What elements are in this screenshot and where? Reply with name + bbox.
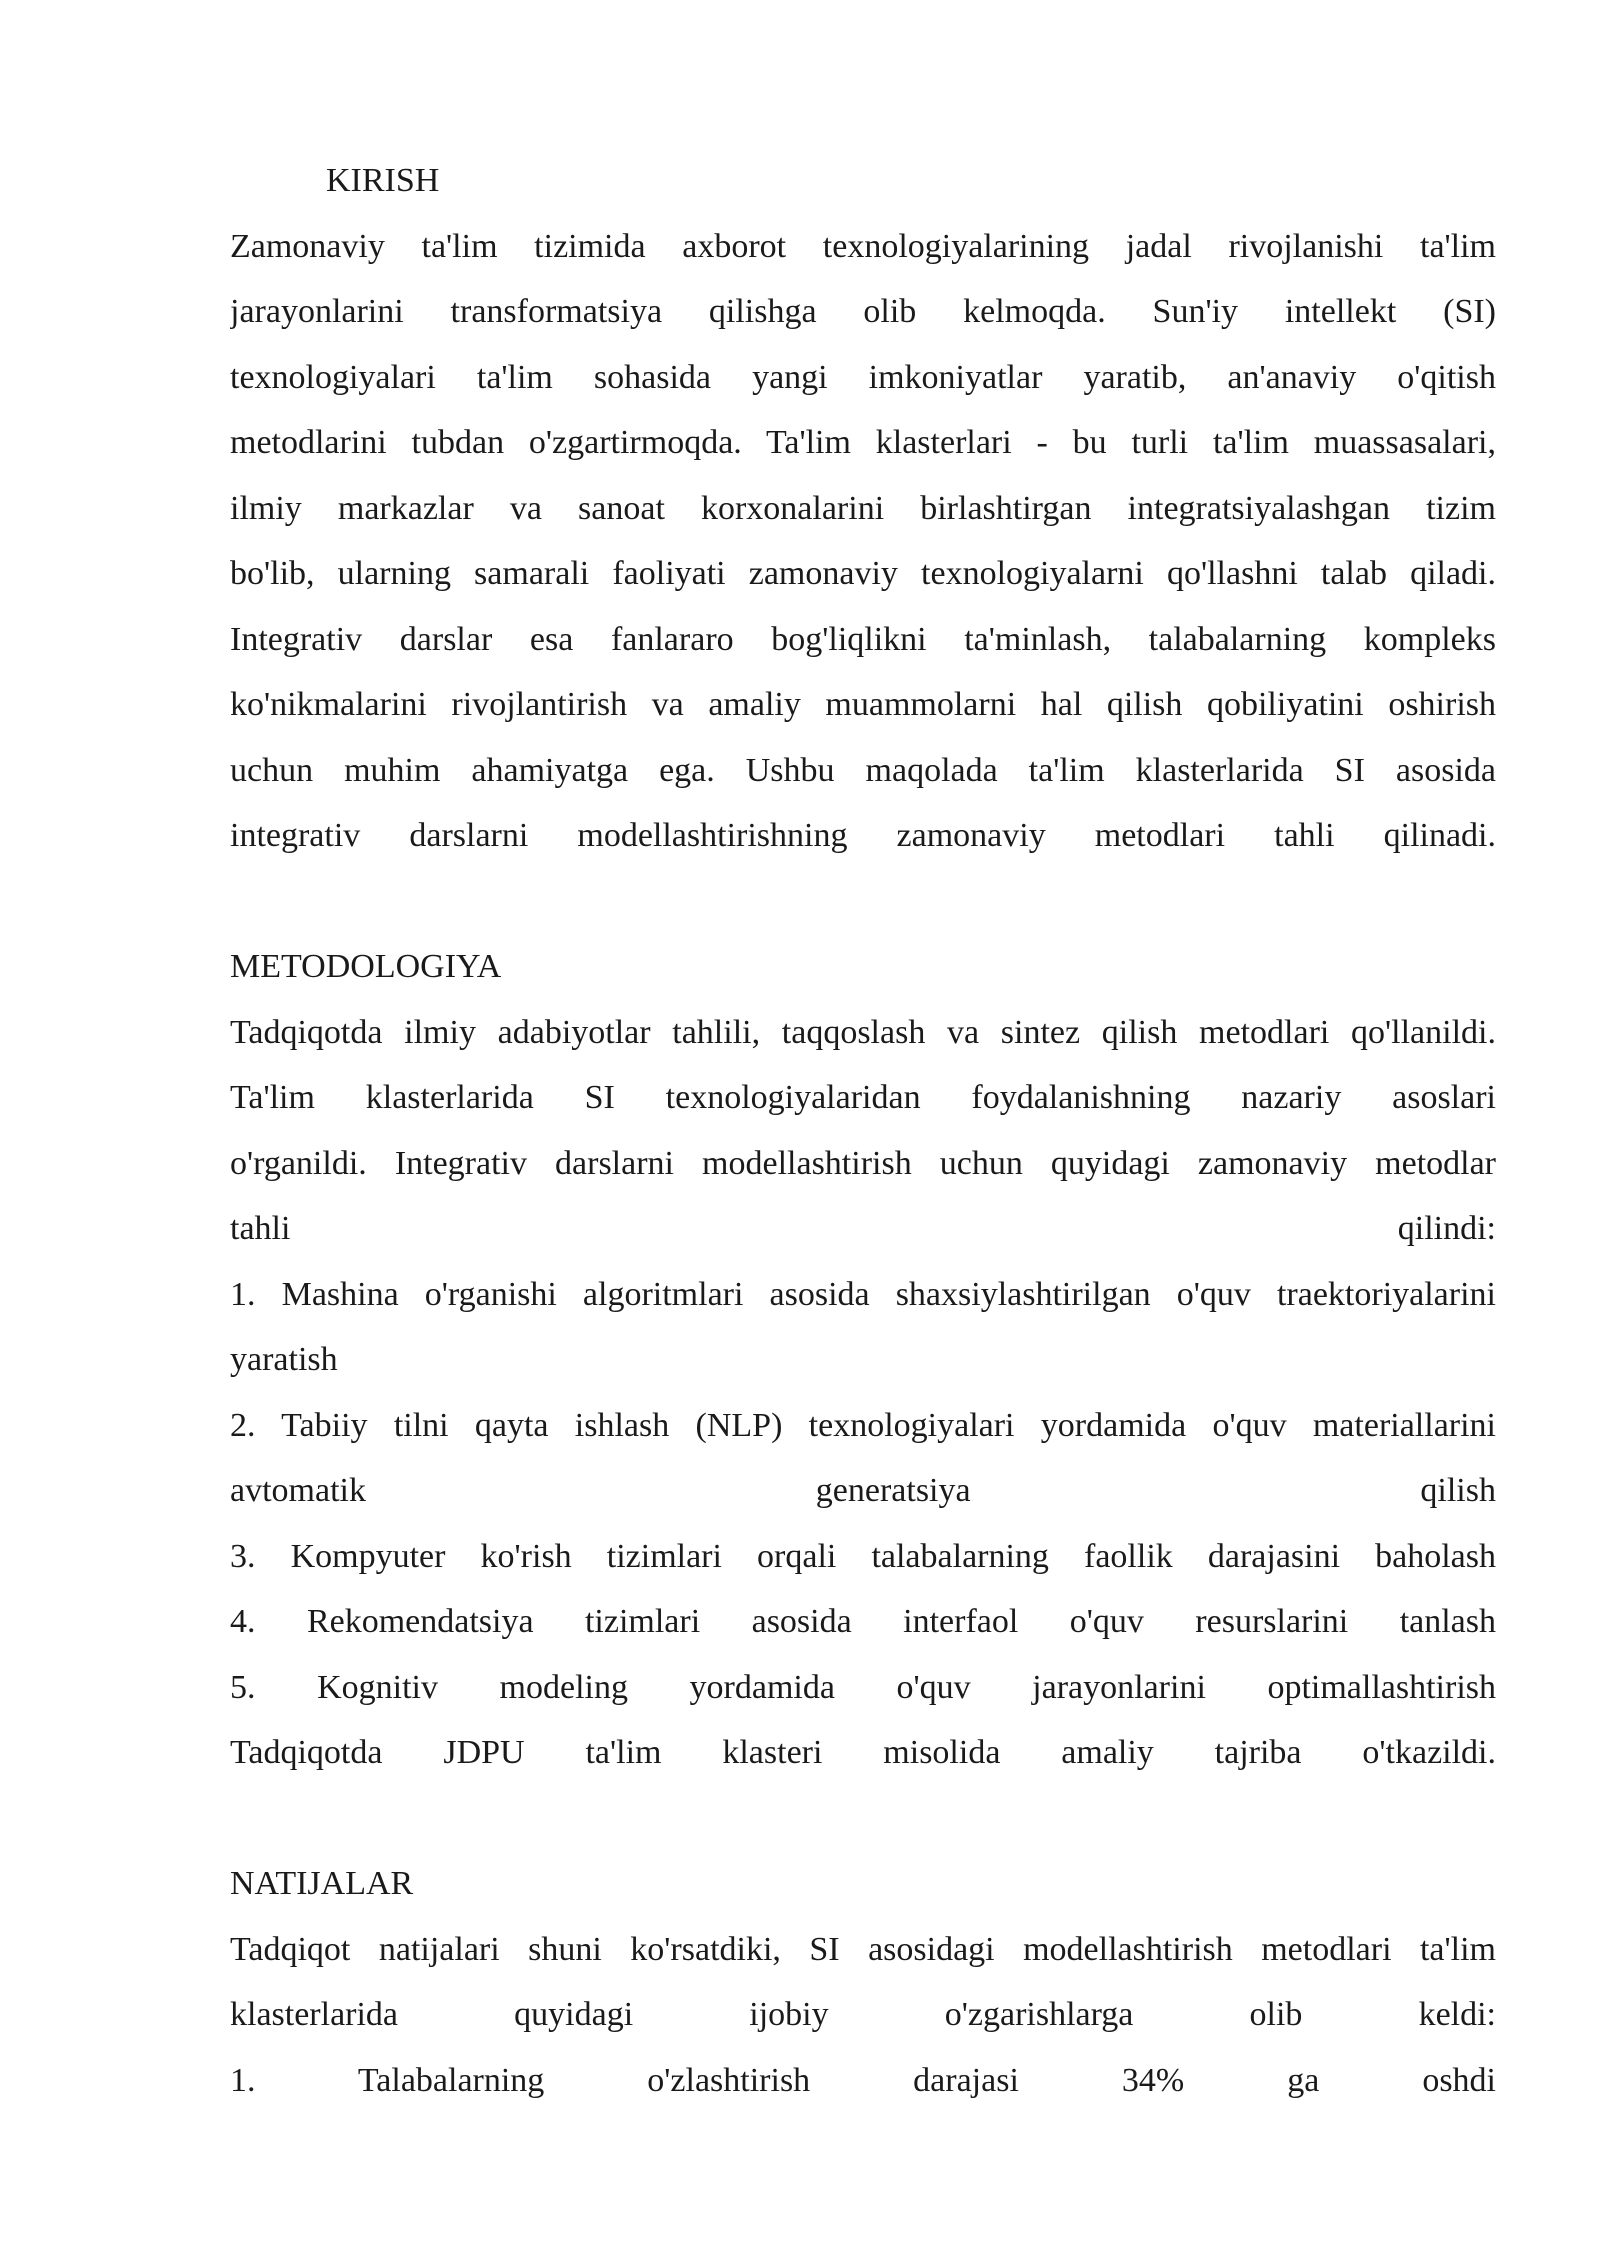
text-line: Ta'lim klasterlarida SI texnologiyalaridan foydalanishning nazariy asoslari bbox=[230, 1079, 1496, 1116]
intro-paragraph bbox=[230, 214, 1496, 869]
text-line: Tadqiqot natijalari shuni ko'rsatdiki, SI asosidagi modellashtirish metodlari ta'lim bbox=[230, 1930, 1496, 1968]
text-line: bo'lib, ularning samarali faoliyati zamonaviy texnologiyalarni qo'llashni talab qiladi. bbox=[230, 555, 1496, 592]
document-page bbox=[230, 148, 1496, 2113]
text-line: o'rganildi. Integrativ darslarni modellashtirish uchun quyidagi zamonaviy metodlar bbox=[230, 1144, 1496, 1182]
text-line: Integrativ darslar esa fanlararo bog'liqlikni ta'minlash, talabalarning kompleks bbox=[230, 620, 1496, 658]
text-line: metodlarini tubdan o'zgartirmoqda. Ta'lim klasterlari - bu turli ta'lim muassasalari, bbox=[230, 424, 1496, 461]
text-line: ilmiy markazlar va sanoat korxonalarini birlashtirgan integratsiyalashgan tizim bbox=[230, 489, 1496, 527]
list-item-line: 1. Mashina o'rganishi algoritmlari asosida shaxsiylashtirilgan o'quv traektoriyalarini bbox=[230, 1275, 1496, 1313]
text-line: integrativ darslarni modellashtirishning zamonaviy metodlari tahli qilinadi. bbox=[230, 817, 1496, 854]
list-item-line: 5. Kognitiv modeling yordamida o'quv jarayonlarini optimallashtirish bbox=[230, 1668, 1496, 1706]
text-line: uchun muhim ahamiyatga ega. Ushbu maqolada ta'lim klasterlarida SI asosida bbox=[230, 751, 1496, 789]
text-line: Tadqiqotda JDPU ta'lim klasteri misolida amaliy tajriba o'tkazildi. bbox=[230, 1734, 1496, 1771]
text-line: tahli qilindi: bbox=[230, 1210, 1496, 1247]
section-heading-intro: KIRISH bbox=[326, 162, 440, 199]
text-line: ko'nikmalarini rivojlantirish va amaliy muammolarni hal qilish qobiliyatini oshirish bbox=[230, 686, 1496, 723]
list-item-line: yaratish bbox=[230, 1341, 338, 1378]
text-line: klasterlarida quyidagi ijobiy o'zgarishlarga olib keldi: bbox=[230, 1996, 1496, 2033]
section-heading-methodology: METODOLOGIYA bbox=[230, 948, 502, 985]
blank-line bbox=[230, 869, 1496, 935]
list-item-line: 2. Tabiiy tilni qayta ishlash (NLP) texnologiyalari yordamida o'quv materiallarini bbox=[230, 1406, 1496, 1444]
text-line: texnologiyalari ta'lim sohasida yangi imkoniyatlar yaratib, an'anaviy o'qitish bbox=[230, 358, 1496, 396]
list-item-line: 3. Kompyuter ko'rish tizimlari orqali talabalarning faollik darajasini baholash bbox=[230, 1537, 1496, 1575]
methodology-paragraph bbox=[230, 1000, 1496, 1786]
list-item-line: 1. Talabalarning o'zlashtirish darajasi 34% ga oshdi bbox=[230, 2061, 1496, 2099]
section-heading-results: NATIJALAR bbox=[230, 1865, 414, 1902]
text-line: Tadqiqotda ilmiy adabiyotlar tahlili, taqqoslash va sintez qilish metodlari qo'llanildi. bbox=[230, 1013, 1496, 1051]
list-item-line: avtomatik generatsiya qilish bbox=[230, 1472, 1496, 1509]
blank-line bbox=[230, 1786, 1496, 1852]
results-paragraph bbox=[230, 1917, 1496, 2114]
text-line: jarayonlarini transformatsiya qilishga olib kelmoqda. Sun'iy intellekt (SI) bbox=[230, 293, 1496, 330]
text-line: Zamonaviy ta'lim tizimida axborot texnologiyalarining jadal rivojlanishi ta'lim bbox=[230, 227, 1496, 265]
list-item-line: 4. Rekomendatsiya tizimlari asosida interfaol o'quv resurslarini tanlash bbox=[230, 1603, 1496, 1640]
